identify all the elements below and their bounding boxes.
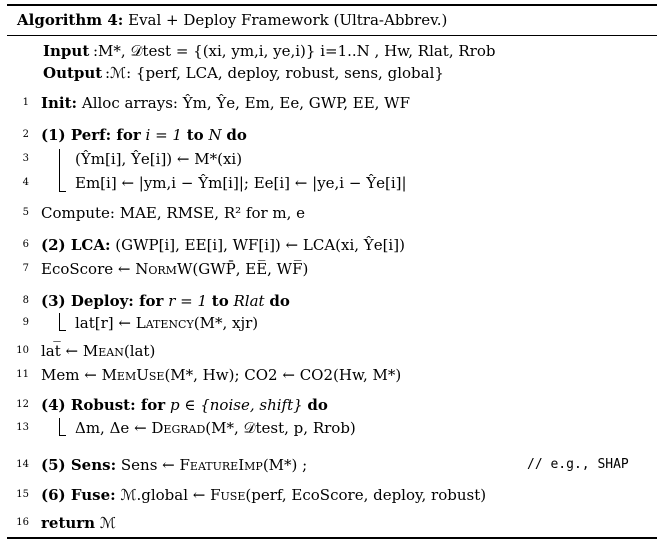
line-text: (3) Deploy: for r = 1 to Rlat do [41, 292, 290, 310]
line-number: 6 [22, 239, 29, 250]
loop-bar-foot [59, 435, 66, 436]
line-text: (5) Sens: Sens ← FeatureImp(M*) ; [41, 456, 308, 474]
algorithm-label: Algorithm 4: [17, 11, 124, 29]
loop-bar-foot [59, 191, 66, 192]
line-comment: // e.g., SHAP [527, 457, 629, 472]
line-number: 3 [22, 153, 29, 164]
line-number: 10 [16, 345, 29, 356]
line-text: Δm, Δe ← Degrad(M*, 𝒟test, p, Rrob) [75, 419, 356, 437]
line-text: return ℳ [41, 514, 116, 532]
line-number: 4 [22, 177, 29, 188]
line-number: 12 [16, 399, 29, 410]
line-text: (2) LCA: (GWP[i], EE[i], WF[i]) ← LCA(xi, Ŷe[i]) [41, 236, 405, 254]
line-number: 15 [16, 489, 29, 500]
line-text: Init: Alloc arrays: Ŷm, Ŷe, Em, Ee, GWP, EE, WF [41, 94, 411, 112]
line-text: (4) Robust: for p ∈ {noise, shift} do [41, 396, 328, 414]
loop-bar [59, 418, 60, 436]
algorithm-caption [17, 10, 447, 30]
algorithm-title: Eval + Deploy Framework (Ultra-Abbrev.) [128, 11, 448, 29]
line-text: Em[i] ← |ym,i − Ŷm[i]|; Ee[i] ← |ye,i − Ŷe[i]| [75, 174, 407, 192]
input-label: Input [43, 42, 90, 60]
line-text: (6) Fuse: ℳ.global ← Fuse(perf, EcoScore, deploy, robust) [41, 486, 487, 504]
line-text: lat[r] ← Latency(M*, xjr) [75, 314, 259, 332]
input-text: :M*, 𝒟test = {(xi, ym,i, ye,i)} i=1..N , Hw, Rlat, Rrob [93, 42, 496, 60]
line-number: 2 [22, 129, 29, 140]
line-number: 13 [16, 422, 29, 433]
line-text: Mem ← MemUse(M*, Hw); CO2 ← CO2(Hw, M*) [41, 366, 402, 384]
line-number: 7 [22, 263, 29, 274]
line-number: 16 [16, 517, 29, 528]
line-number: 5 [22, 207, 29, 218]
line-number: 1 [22, 97, 29, 108]
loop-bar [59, 149, 60, 192]
line-number: 9 [22, 317, 29, 328]
loop-bar [59, 313, 60, 331]
algorithm-box [7, 4, 657, 539]
caption-rule [7, 35, 657, 36]
line-text: EcoScore ← NormW(GWP̄, EE̅, WF̅) [41, 260, 309, 278]
line-text: lat̅ ← Mean(lat) [41, 342, 156, 360]
line-text: (1) Perf: for i = 1 to N do [41, 126, 247, 144]
loop-bar-foot [59, 330, 66, 331]
line-number: 11 [16, 369, 29, 380]
line-text: (Ŷm[i], Ŷe[i]) ← M*(xi) [75, 150, 243, 168]
line-number: 8 [22, 295, 29, 306]
line-number: 14 [16, 459, 29, 470]
output-label: Output [43, 64, 103, 82]
line-text: Compute: MAE, RMSE, R² for m, e [41, 204, 306, 222]
output-text: :ℳ: {perf, LCA, deploy, robust, sens, global} [105, 64, 444, 82]
